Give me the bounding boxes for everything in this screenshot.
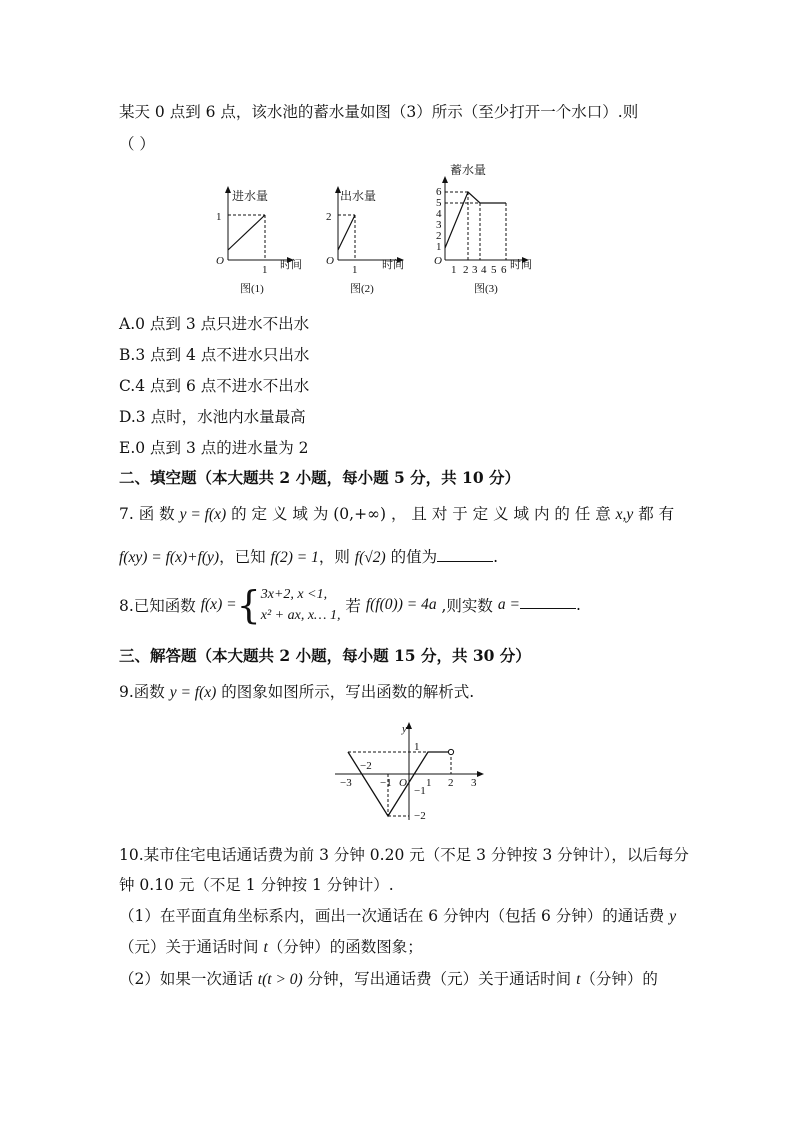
section-2-heading: 二、填空题（本大题共 2 小题，每小题 5 分，共 10 分）	[119, 468, 521, 487]
q7-line1: 7. 函 数 y = f(x) 的 定 义 域 为 (0,+∞) ， 且 对 于 定 义 域 内 的 任 意 x,y 都 有	[119, 505, 675, 523]
q6-figures	[200, 160, 550, 302]
q6-option-b: B.3 点到 4 点不进水只出水	[119, 346, 310, 364]
svg-text:1: 1	[216, 211, 222, 223]
svg-text:1: 1	[451, 264, 457, 276]
fig1-ylabel: 进水量	[232, 189, 269, 203]
svg-text:2: 2	[463, 264, 469, 276]
svg-text:O: O	[434, 255, 442, 267]
svg-text:2: 2	[326, 211, 332, 223]
svg-text:2: 2	[436, 230, 442, 242]
fig3-caption: 图(3)	[474, 283, 498, 295]
q10-line1: 10.某市住宅电话通话费为前 3 分钟 0.20 元（不足 3 分钟按 3 分钟计），以后每分	[119, 846, 689, 864]
q8-line: 8.已知函数 f(x) ={3x+2, x <1, x² + ax, x… 1, 若 f(f(0)) = 4a ,则实数 a = .	[119, 583, 581, 627]
svg-text:3: 3	[471, 777, 477, 789]
svg-text:4: 4	[481, 264, 487, 276]
q6-option-a: A.0 点到 3 点只进水不出水	[119, 315, 310, 333]
q8-case2: x² + ax, x… 1,	[260, 608, 341, 623]
svg-text:y: y	[402, 723, 407, 735]
svg-text:4: 4	[436, 208, 442, 220]
svg-text:−3: −3	[340, 777, 352, 789]
fig1-caption: 图(1)	[240, 283, 264, 295]
svg-text:1: 1	[426, 777, 432, 789]
q10-line3: （1）在平面直角坐标系内，画出一次通话在 6 分钟内（包括 6 分钟）的通话费 y	[119, 907, 677, 925]
svg-text:时间: 时间	[382, 259, 404, 271]
svg-text:6: 6	[436, 186, 442, 198]
svg-text:−1: −1	[380, 777, 392, 789]
svg-text:6: 6	[501, 264, 507, 276]
q9-line: 9.函数 y = f(x) 的图象如图所示，写出函数的解析式.	[119, 683, 475, 701]
q7-answer-blank	[437, 560, 493, 562]
q8-case1: 3x+2, x <1,	[260, 587, 328, 602]
svg-text:O: O	[399, 777, 407, 789]
svg-text:3: 3	[436, 219, 442, 231]
figure-3	[434, 162, 532, 295]
svg-text:3: 3	[472, 264, 478, 276]
svg-text:1: 1	[436, 241, 442, 253]
q9-graph	[330, 720, 490, 826]
svg-text:1: 1	[414, 741, 420, 753]
q6-option-c: C.4 点到 6 点不进水不出水	[119, 377, 310, 395]
svg-text:−2: −2	[414, 810, 426, 822]
q7-line2: f(xy) = f(x)+f(y)，已知 f(2) = 1，则 f(√2) 的值为 .	[119, 548, 499, 566]
fig2-caption: 图(2)	[350, 283, 374, 295]
svg-text:O: O	[216, 255, 224, 267]
svg-text:时间: 时间	[510, 259, 532, 271]
q10-line4: （元）关于通话时间 t（分钟）的函数图象；	[119, 938, 423, 956]
fig3-ylabel: 蓄水量	[450, 163, 487, 177]
svg-text:2: 2	[448, 777, 454, 789]
section-3-heading: 三、解答题（本大题共 2 小题，每小题 15 分，共 30 分）	[119, 646, 531, 665]
svg-text:5: 5	[436, 197, 442, 209]
fig2-ylabel: 出水量	[340, 189, 377, 203]
svg-text:O: O	[326, 255, 334, 267]
figure-1	[216, 186, 302, 295]
q6-stem-line2: （ ）	[119, 135, 155, 153]
svg-text:时间: 时间	[280, 259, 302, 271]
svg-text:1: 1	[352, 264, 358, 276]
svg-text:1: 1	[262, 264, 268, 276]
svg-text:−2: −2	[360, 760, 372, 772]
svg-text:−1: −1	[414, 785, 426, 797]
q8-answer-blank	[520, 607, 576, 609]
q6-option-e: E.0 点到 3 点的进水量为 2	[119, 439, 309, 457]
svg-text:5: 5	[491, 264, 497, 276]
q6-option-d: D.3 点时，水池内水量最高	[119, 408, 306, 426]
q10-line2: 钟 0.10 元（不足 1 分钟按 1 分钟计）.	[119, 876, 394, 894]
q10-line5: （2）如果一次通话 t(t > 0) 分钟，写出通话费（元）关于通话时间 t（分钟）的	[119, 970, 658, 988]
q6-stem-line1: 某天 0 点到 6 点，该水池的蓄水量如图（3）所示（至少打开一个水口）.则	[119, 103, 639, 121]
figure-2	[326, 186, 404, 295]
